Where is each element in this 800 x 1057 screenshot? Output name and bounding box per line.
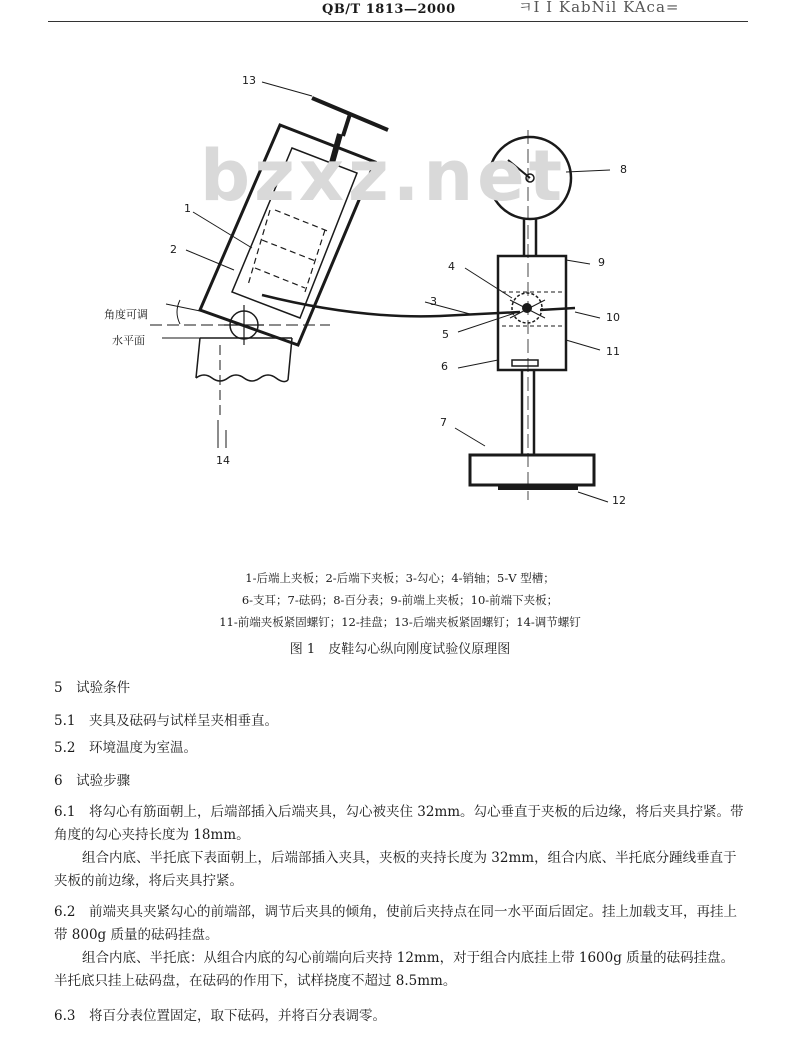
callout-9: 9: [598, 256, 605, 269]
shank-strip: [262, 295, 520, 316]
weight-block: [470, 455, 594, 485]
corner-stamp: ㅋI I KabNil KAca=: [518, 0, 680, 16]
callout-11: 11: [606, 345, 620, 358]
section-heading: 6 试验步骤: [54, 773, 131, 789]
watermark: bzxz.net: [200, 135, 567, 217]
legend-line: 11-前端夹板紧固螺钉；12-挂盘；13-后端夹板紧固螺钉；14-调节螺钉: [219, 615, 581, 629]
callout-1: 1: [184, 202, 191, 215]
callout-7: 7: [440, 416, 447, 429]
callout-8: 8: [620, 163, 627, 176]
clause-text: 6.1 将勾心有筋面朝上，后端部插入后端夹具，勾心被夹住 32mm。勾心垂直于夹板的后边缘，将后夹具拧紧。带角度的勾心夹持长度为 18mm。: [54, 804, 744, 843]
callout-2: 2: [170, 243, 177, 256]
clause-text: 组合内底、半托底下表面朝上，后端部插入夹具，夹板的夹持长度为 32mm，组合内底、半托底分踵线垂直于夹板的前边缘，将后夹具拧紧。: [54, 850, 737, 889]
clause: 6.3 将百分表位置固定，取下砝码，并将百分表调零。: [54, 1008, 386, 1024]
clause: 5.2 环境温度为室温。: [54, 740, 197, 756]
standard-number: QB/T 1813—2000: [322, 2, 456, 17]
callout-13: 13: [242, 74, 256, 87]
callout-3: 3: [430, 295, 437, 308]
callout-10: 10: [606, 311, 620, 324]
legend-line: 6-支耳；7-砝码；8-百分表；9-前端上夹板；10-前端下夹板；: [241, 593, 559, 607]
callout-4: 4: [448, 260, 455, 273]
angle-label: 角度可调: [104, 308, 148, 321]
callout-12: 12: [612, 494, 626, 507]
angle-indicator: [162, 300, 205, 338]
callout-6: 6: [441, 360, 448, 373]
legend-line: 1-后端上夹板；2-后端下夹板；3-勾心；4-销轴；5-V 型槽；: [245, 571, 555, 585]
clause-text: 6.2 前端夹具夹紧勾心的前端部，调节后夹具的倾角，使前后夹持点在同一水平面后固定。挂上加载支耳，再挂上带 800g 质量的砝码挂盘。: [54, 904, 737, 943]
figure-caption: 图 1 皮鞋勾心纵向刚度试验仪原理图: [289, 642, 511, 657]
callout-5: 5: [442, 328, 449, 341]
clause-6-1: [54, 801, 744, 893]
clause-6-2: [54, 901, 744, 993]
clause-text: 组合内底、半托底：从组合内底的勾心前端向后夹持 12mm，对于组合内底挂上带 1600g 质量的砝码挂盘。半托底只挂上砝码盘，在砝码的作用下，试样挠度不超过 8.5mm。: [54, 950, 735, 989]
callout-14: 14: [216, 454, 230, 467]
horizontal-label: 水平面: [112, 334, 145, 347]
clause: 5.1 夹具及砝码与试样呈夹相垂直。: [54, 713, 278, 729]
section-heading: 5 试验条件: [54, 680, 131, 696]
